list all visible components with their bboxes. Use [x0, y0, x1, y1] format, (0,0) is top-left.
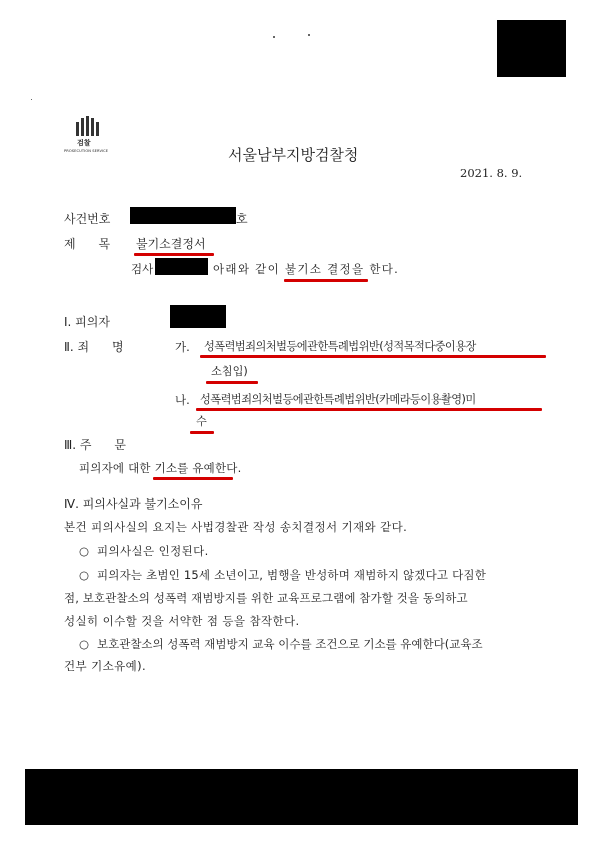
- charge-item-a-line2: 소침입): [211, 365, 248, 378]
- reasons-heading: Ⅳ. 피의사실과 불기소이유: [64, 497, 203, 511]
- case-number-suffix: 호: [236, 212, 248, 226]
- subject-label: 제 목: [64, 237, 111, 251]
- charge-item-a-underline2: [206, 381, 258, 384]
- reason-bullet-2-line2: 점, 보호관찰소의 성폭력 재범방지를 위한 교육프로그램에 참가할 것을 동의하고: [64, 591, 468, 605]
- redaction-block-top: [497, 20, 566, 77]
- disposition-text: 피의자에 대한 기소를 유예한다.: [79, 461, 242, 475]
- scan-speck: [31, 99, 32, 100]
- intro-prefix: 검사: [131, 262, 154, 276]
- reason-bullet-3-line2: 건부 기소유예).: [64, 659, 147, 673]
- logo-bars-icon: [76, 116, 102, 136]
- case-number-label: 사건번호: [64, 212, 111, 226]
- disposition-heading: Ⅲ. 주 문: [64, 438, 126, 452]
- charge-item-b-marker: 나.: [175, 393, 190, 407]
- reason-bullet-2-line3: 성실히 이수할 것을 서약한 점 등을 참작한다.: [64, 614, 300, 628]
- charges-heading: Ⅱ. 죄 명: [64, 340, 124, 354]
- office-title: 서울남부지방검찰청: [228, 146, 359, 164]
- reason-bullet-1-line1: 피의사실은 인정된다.: [97, 544, 209, 558]
- reason-bullet-2-line1: 피의자는 초범인 15세 소년이고, 범행을 반성하며 재범하지 않겠다고 다짐한: [97, 568, 486, 582]
- suspect-heading: Ⅰ. 피의자: [64, 315, 110, 329]
- reason-bullet-2-mark: ○: [79, 568, 90, 582]
- document-date: 2021. 8. 9.: [460, 166, 523, 180]
- subject-underline: [134, 253, 214, 256]
- reason-bullet-3-line1: 보호관찰소의 성폭력 재범방지 교육 이수를 조건으로 기소를 유예한다(교육조: [97, 637, 483, 651]
- charge-item-b-underline1: [196, 408, 542, 411]
- charge-item-b-line2: 수: [196, 415, 207, 428]
- scan-speck: [308, 34, 310, 36]
- scan-speck: [273, 36, 275, 38]
- disposition-underline: [153, 477, 233, 480]
- intro-underline: [284, 279, 368, 282]
- charge-item-b-underline2: [190, 431, 214, 434]
- reason-bullet-3-mark: ○: [79, 637, 90, 651]
- logo-eng: PROSECUTION SERVICE: [64, 149, 109, 153]
- subject-value: 불기소결정서: [136, 237, 206, 251]
- charge-item-a-underline1: [200, 355, 546, 358]
- redaction-case-number: [130, 207, 236, 224]
- reasons-intro: 본건 피의사실의 요지는 사법경찰관 작성 송치결정서 기재와 같다.: [64, 520, 408, 534]
- redaction-block-bottom: [25, 769, 578, 825]
- logo-name: 검찰: [77, 139, 91, 147]
- redaction-suspect-name: [170, 305, 226, 328]
- intro-suffix: 아래와 같이 불기소 결정을 한다.: [213, 262, 400, 276]
- reason-bullet-1-mark: ○: [79, 544, 90, 558]
- charge-item-b-line1: 성폭력범죄의처벌등에관한특례법위반(카메라등이용촬영)미: [200, 393, 476, 406]
- charge-item-a-marker: 가.: [175, 340, 190, 354]
- redaction-prosecutor: [155, 258, 208, 275]
- charge-item-a-line1: 성폭력범죄의처벌등에관한특례법위반(성적목적다중이용장: [204, 340, 476, 353]
